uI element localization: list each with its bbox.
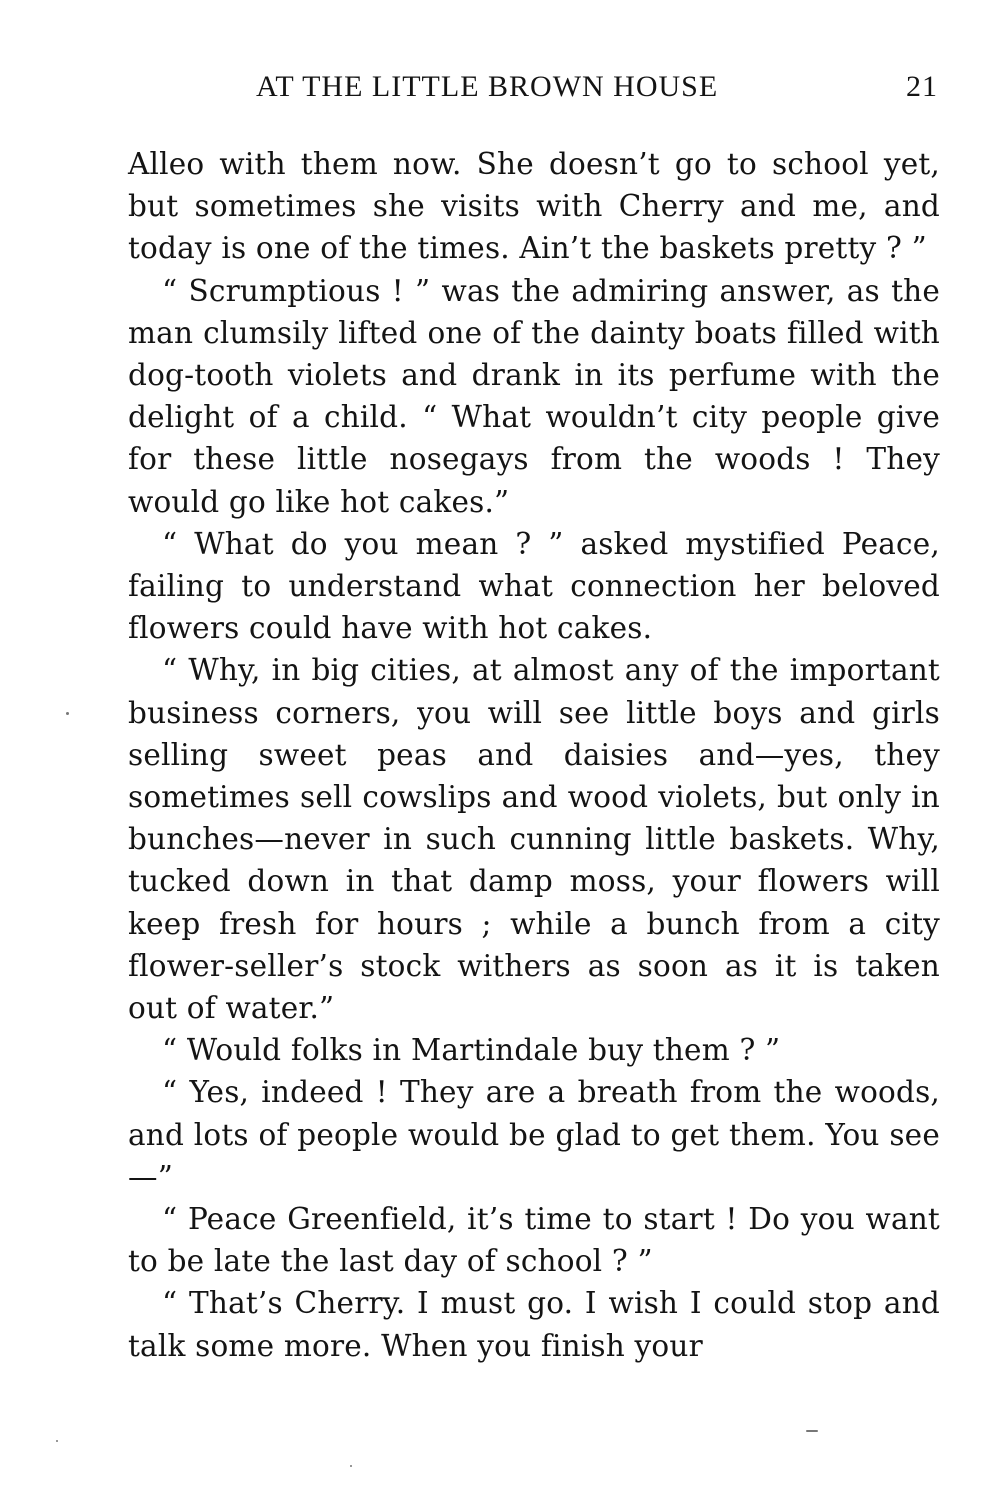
running-title: AT THE LITTLE BROWN HOUSE [256,70,719,103]
running-head [128,70,938,110]
body-text [128,143,940,1367]
paragraph-6: “ Yes, indeed ! They are a breath from the woods, and lots of people would be glad to get them. You see—” [128,1075,940,1194]
paragraph-1: Alleo with them now. She doesn’t go to school yet, but sometimes she visits with Cherry and me, and today is one of the times. Ain’t the baskets pretty ? ” [128,147,940,266]
paragraph-3: “ What do you mean ? ” asked mystified Peace, failing to understand what connection her beloved flowers could have with hot cakes. [128,526,940,646]
scan-speck [806,1430,818,1432]
paragraph-4: “ Why, in big cities, at almost any of the important business corners, you will see little boys and girls selling sweet peas and daisies and—yes, they sometimes sell cowslips and wood violets, but only in bunches—never in such cunning little baskets. Why, tucked down in that damp moss, your flowers will keep fresh for hours ; while a bunch from a city flower-seller’s stock withers as soon as it is taken out of water.” [128,653,940,1026]
paragraph-8: “ That’s Cherry. I must go. I wish I could stop and talk some more. When you finish your [128,1286,940,1363]
scan-speck [350,1465,352,1467]
paragraph-7: “ Peace Greenfield, it’s time to start ! Do you want to be late the last day of school ? ” [128,1202,940,1279]
paragraph-5: “ Would folks in Martindale buy them ? ” [162,1033,781,1068]
paragraph-2: “ Scrumptious ! ” was the admiring answer, as the man clumsily lifted one of the dainty boats filled with dog-tooth violets and drank in its perfume with the delight of a child. “ What wouldn’t city people give for these little nosegays from the woods ! They would go like hot cakes.” [128,273,940,519]
page-number: 21 [906,70,938,103]
scan-speck [56,1440,58,1442]
scan-speck [66,712,69,715]
